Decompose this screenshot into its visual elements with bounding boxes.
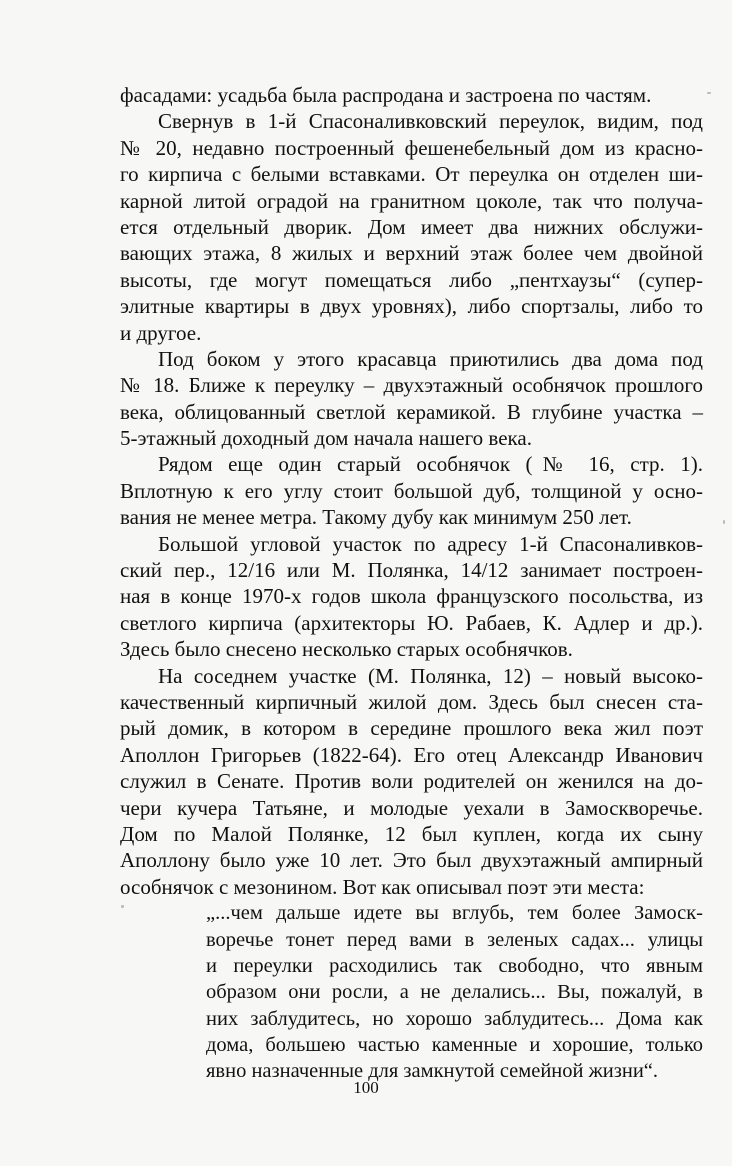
text-line: элитные квартиры в двух уровнях), либо спортзалы, либо то bbox=[120, 294, 703, 319]
text-line: высоты, где могут помещаться либо „пентхаузы“ (супер- bbox=[120, 267, 703, 292]
text-line: го кирпича с белыми вставками. От переулка он отделен ши- bbox=[120, 162, 703, 187]
quote-line: и переулки расходились так свободно, что явным bbox=[206, 954, 703, 977]
text-line: ский пер., 12/16 или М. Полянка, 14/12 занимает построен- bbox=[120, 558, 703, 583]
quote-line: них заблудитесь, но хорошо заблудитесь... Дома как bbox=[206, 1007, 703, 1030]
text-line: Аполлону было уже 10 лет. Это был двухэтажный ампирный bbox=[120, 848, 703, 873]
quote-line: „...чем дальше идете вы вглубь, тем более Замоск- bbox=[206, 902, 703, 925]
text-line: Большой угловой участок по адресу 1-й Спасоналивков- bbox=[158, 531, 703, 556]
text-line: карной литой оградой на гранитном цоколе, так что получа- bbox=[120, 188, 703, 213]
text-line: На соседнем участке (М. Полянка, 12) – новый высоко- bbox=[158, 663, 703, 688]
quote-line: явно назначенные для замкнутой семейной жизни“. bbox=[206, 1060, 659, 1083]
text-line: светлого кирпича (архитекторы Ю. Рабаев, К. Адлер и др.). bbox=[120, 610, 703, 635]
text-line: и другое. bbox=[120, 320, 202, 345]
text-line: Рядом еще один старый особнячок (№ 16, стр. 1). bbox=[158, 452, 703, 477]
text-line: века, облицованный светлой керамикой. В глубине участка – bbox=[120, 399, 703, 424]
text-line: Под боком у этого красавца приютились два дома под bbox=[158, 346, 703, 371]
text-line: Дом по Малой Полянке, 12 был куплен, когда их сыну bbox=[120, 821, 703, 846]
text-line: фасадами: усадьба была распродана и застроена по частям. bbox=[120, 83, 652, 107]
text-line: чери кучера Татьяне, и молодые уехали в Замоскворечье. bbox=[120, 795, 703, 820]
quote-line: воречье тонет перед вами в зеленых садах... улицы bbox=[206, 928, 703, 951]
scan-speck bbox=[121, 905, 124, 908]
scan-speck bbox=[723, 520, 725, 524]
text-line: № 18. Ближе к переулку – двухэтажный особнячок прошлого bbox=[120, 373, 703, 398]
quote-line: образом они росли, а не делались... Вы, пожалуй, в bbox=[206, 981, 703, 1004]
text-line: качественный кирпичный жилой дом. Здесь был снесен ста- bbox=[120, 689, 703, 714]
text-line: рый домик, в котором в середине прошлого века жил поэт bbox=[120, 716, 703, 741]
text-line: Аполлон Григорьев (1822-64). Его отец Александр Иванович bbox=[120, 742, 703, 767]
text-line: Вплотную к его углу стоит большой дуб, толщиной у осно- bbox=[120, 478, 703, 503]
text-line: вающих этажа, 8 жилых и верхний этаж более чем двойной bbox=[120, 241, 703, 266]
text-line: ется отдельный дворик. Дом имеет два нижних обслужи- bbox=[120, 214, 703, 239]
text-line: вания не менее метра. Такому дубу как минимум 250 лет. bbox=[120, 505, 632, 530]
text-line: Свернув в 1-й Спасоналивковский переулок, видим, под bbox=[158, 109, 703, 134]
page-number: 100 bbox=[353, 1078, 379, 1097]
text-line: особнячок с мезонином. Вот как описывал поэт эти места: bbox=[120, 874, 645, 899]
body-text bbox=[120, 82, 703, 1085]
text-line: № 20, недавно построенный фешенебельный дом из красно- bbox=[120, 135, 703, 160]
text-line: служил в Сенате. Против воли родителей он женился на до- bbox=[120, 769, 703, 794]
quote-line: дома, большею частью каменные и хорошие, только bbox=[206, 1034, 703, 1057]
text-line: ная в конце 1970-х годов школа французского посольства, из bbox=[120, 584, 703, 609]
text-line: Здесь было снесено несколько старых особнячков. bbox=[120, 637, 573, 662]
scan-speck bbox=[707, 92, 711, 94]
text-line: 5-этажный доходный дом начала нашего века. bbox=[120, 426, 533, 451]
